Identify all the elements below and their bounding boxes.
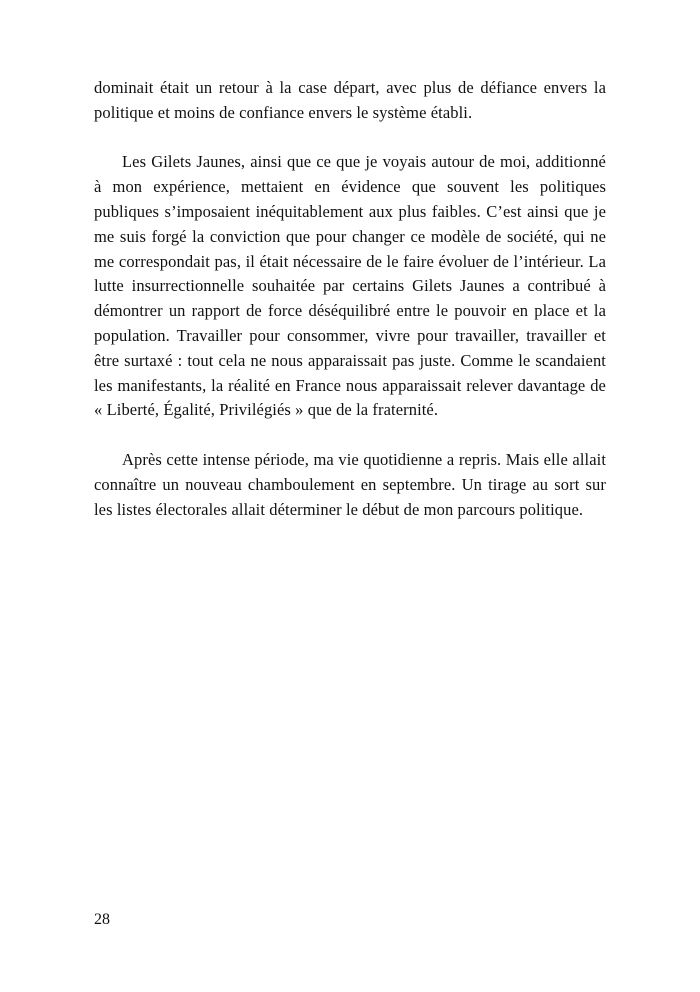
book-page-text-block xyxy=(94,76,606,522)
paragraph-continuation: dominait était un retour à la case départ, avec plus de défiance envers la politique et moins de confiance envers le système établi. xyxy=(94,78,606,122)
paragraph: Après cette intense période, ma vie quotidienne a repris. Mais elle allait connaître un nouveau chamboulement en septembre. Un tirage au sort sur les listes électorales allait déterminer le début de mon parcours politique. xyxy=(94,449,606,519)
paragraph: Les Gilets Jaunes, ainsi que ce que je voyais autour de moi, additionné à mon expérience, mettaient en évidence que souvent les politiques publiques s’imposaient inéquitablement aux plus faibles. C’est ainsi que je me suis forgé la conviction que pour changer ce modèle de société, qui ne me correspondait pas, il était nécessaire de le faire évoluer de l’intérieur. La lutte insurrectionnelle souhaitée par certains Gilets Jaunes a contribué à démontrer un rapport de force déséquilibré entre le pouvoir en place et la population. Travailler pour consommer, vivre pour travailler, travailler et être surtaxé : tout cela ne nous apparaissait pas juste. Comme le scandaient les manifestants, la réalité en France nous apparaissait relever davantage de « Liberté, Égalité, Privilégiés » que de la fraternité. xyxy=(94,152,606,420)
page-number: 28 xyxy=(94,911,110,928)
